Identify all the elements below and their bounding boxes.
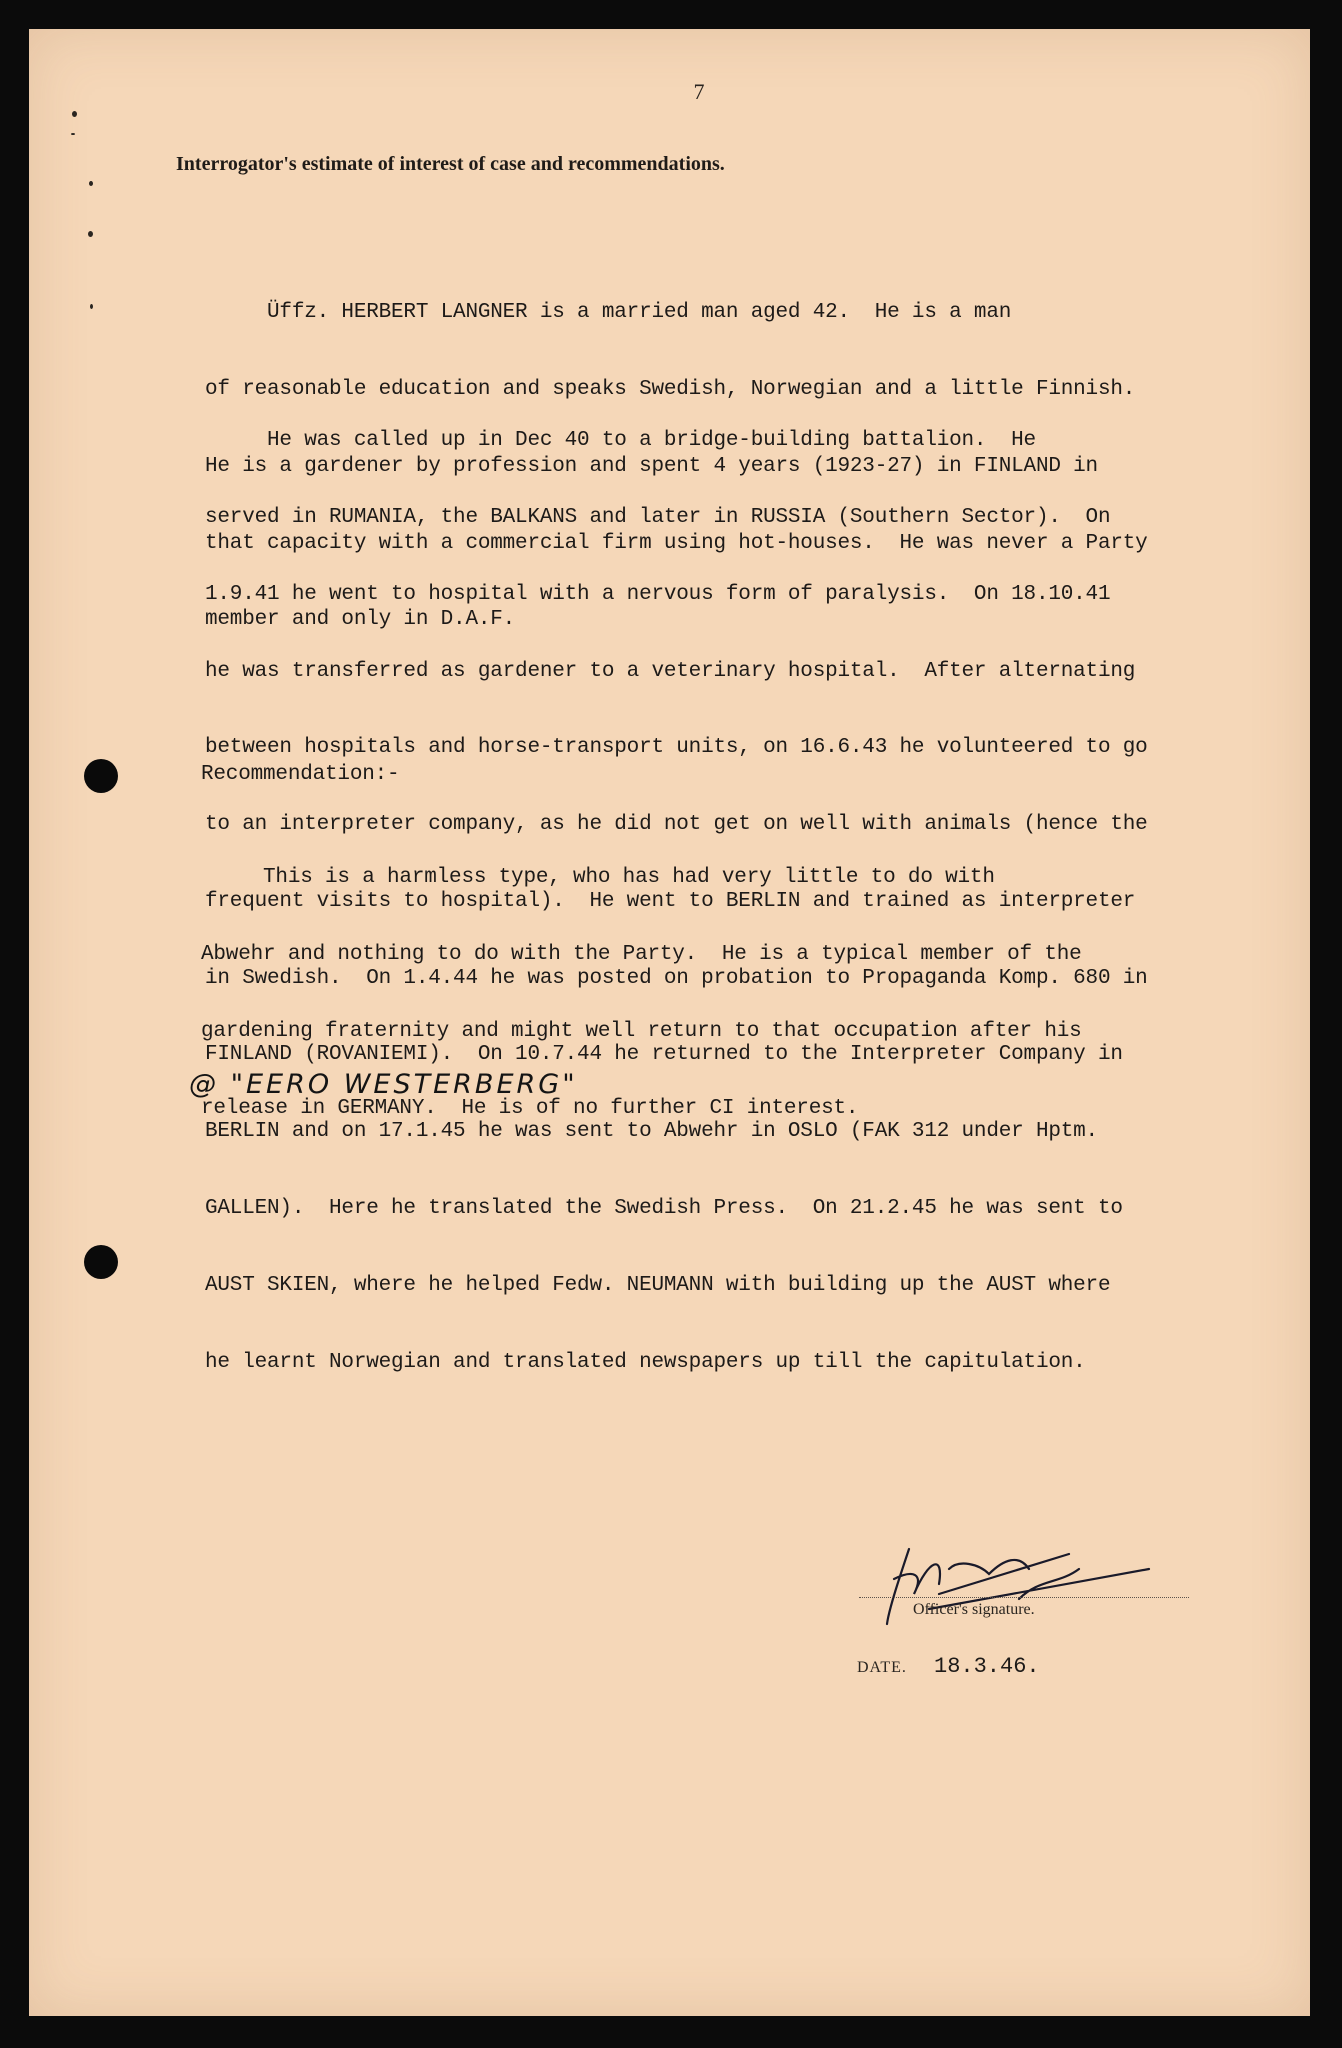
date-label: DATE. [857,1659,907,1676]
page-number: 7 [693,79,705,104]
handwritten-alias-note: @ "EERO WESTERBERG" [189,1069,578,1100]
ink-speck [88,231,93,237]
text-line: he was transferred as gardener to a veterinary hospital. After alternating [205,659,1136,683]
text-line: BERLIN and on 17.1.45 he was sent to Abwehr in OSLO (FAK 312 under Hptm. [205,1120,1098,1144]
date-value: 18.3.46. [934,1654,1040,1679]
text-line: in Swedish. On 1.4.44 he was posted on probation to Propaganda Komp. 680 in [205,966,1148,990]
ink-speck [72,111,77,117]
punch-hole [84,1245,118,1279]
ink-speck [90,304,93,309]
ink-speck [71,133,75,135]
ink-speck [89,181,93,186]
signature-line [859,1597,1189,1598]
text-line: of reasonable education and speaks Swedish, Norwegian and a little Finnish. [205,377,1136,401]
text-line: GALLEN). Here he translated the Swedish Press. On 21.2.45 he was sent to [205,1197,1123,1220]
text-line: Üffz. HERBERT LANGNER is a married man aged 42. He is a man [205,301,1012,325]
text-line: to an interpreter company, as he did not get on well with animals (hence the [205,813,1148,837]
punch-hole [84,759,118,793]
text-line: between hospitals and horse-transport units, on 16.6.43 he volunteered to go [205,736,1148,760]
text-line: frequent visits to hospital). He went to BERLIN and trained as interpreter [205,889,1136,913]
text-line: served in RUMANIA, the BALKANS and later in RUSSIA (Southern Sector). On [205,505,1111,529]
text-line: He is a gardener by profession and spent 4 years (1923-27) in FINLAND in [205,454,1098,478]
text-line: gardening fraternity and might well return to that occupation after his [201,1019,1082,1043]
text-line: member and only in D.A.F. [205,608,516,632]
document-page [29,29,1310,2016]
text-line: AUST SKIEN, where he helped Fedw. NEUMANN with building up the AUST where [205,1273,1111,1297]
text-line: release in GERMANY. He is of no further CI interest. [201,1096,859,1120]
paragraph-recommendation [201,814,1082,1172]
text-line: This is a harmless type, who has had very little to do with [201,866,995,890]
recommendation-label: Recommendation:- [201,763,400,786]
text-line: he learnt Norwegian and translated newspapers up till the capitulation. [205,1350,1086,1374]
text-line: that capacity with a commercial firm using hot-houses. He was never a Party [205,531,1148,555]
text-line: He was called up in Dec 40 to a bridge-building battalion. He [205,429,1036,453]
text-line: Abwehr and nothing to do with the Party. He is a typical member of the [201,942,1082,966]
text-line: FINLAND (ROVANIEMI). On 10.7.44 he returned to the Interpreter Company in [205,1043,1123,1067]
signature-label: Officer's signature. [913,1601,1035,1618]
section-heading: Interrogator's estimate of interest of case and recommendations. [176,153,725,175]
text-line: 1.9.41 he went to hospital with a nervous form of paralysis. On 18.10.41 [205,582,1111,606]
